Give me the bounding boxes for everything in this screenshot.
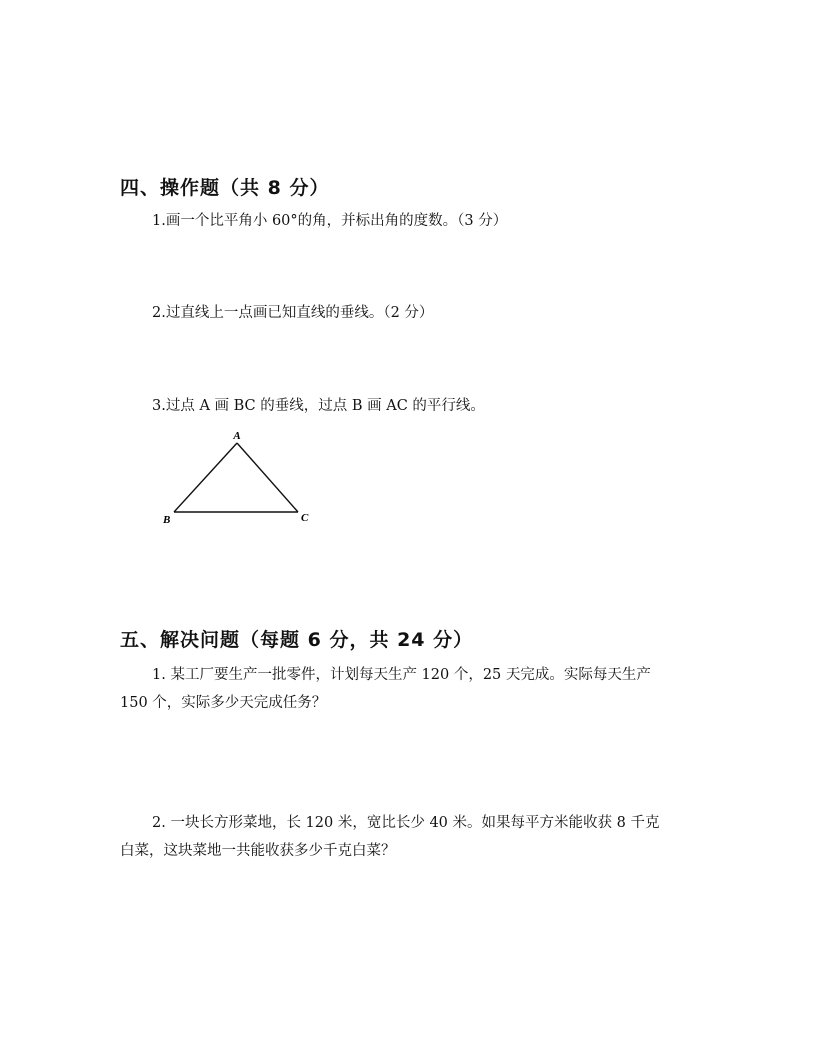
section-4-title: 四、操作题（共 8 分） — [120, 177, 330, 199]
triangle-abc-diagram — [160, 428, 320, 533]
point-a-label: A — [233, 430, 241, 442]
section-5-question-2-line-1: 2. 一块长方形菜地，长 120 米，宽比长少 40 米。如果每平方米能收获 8 千克 — [152, 815, 660, 831]
section-5-question-1-line-1: 1. 某工厂要生产一批零件，计划每天生产 120 个，25 天完成。实际每天生产 — [152, 667, 651, 683]
section-4-question-1: 1.画一个比平角小 60°的角，并标出角的度数。（3 分） — [152, 213, 508, 229]
triangle-side-ac — [237, 443, 298, 512]
point-c-label: C — [301, 512, 309, 524]
section-4-question-3: 3.过点 A 画 BC 的垂线，过点 B 画 AC 的平行线。 — [152, 398, 485, 414]
section-5-question-1-line-2: 150 个，实际多少天完成任务？ — [120, 695, 327, 711]
triangle-side-ab — [174, 443, 237, 512]
section-5-title: 五、解决问题（每题 6 分，共 24 分） — [120, 629, 474, 651]
section-4-question-2: 2.过直线上一点画已知直线的垂线。（2 分） — [152, 305, 434, 321]
section-5-question-2-line-2: 白菜，这块菜地一共能收获多少千克白菜？ — [120, 843, 396, 859]
point-b-label: B — [163, 514, 171, 526]
